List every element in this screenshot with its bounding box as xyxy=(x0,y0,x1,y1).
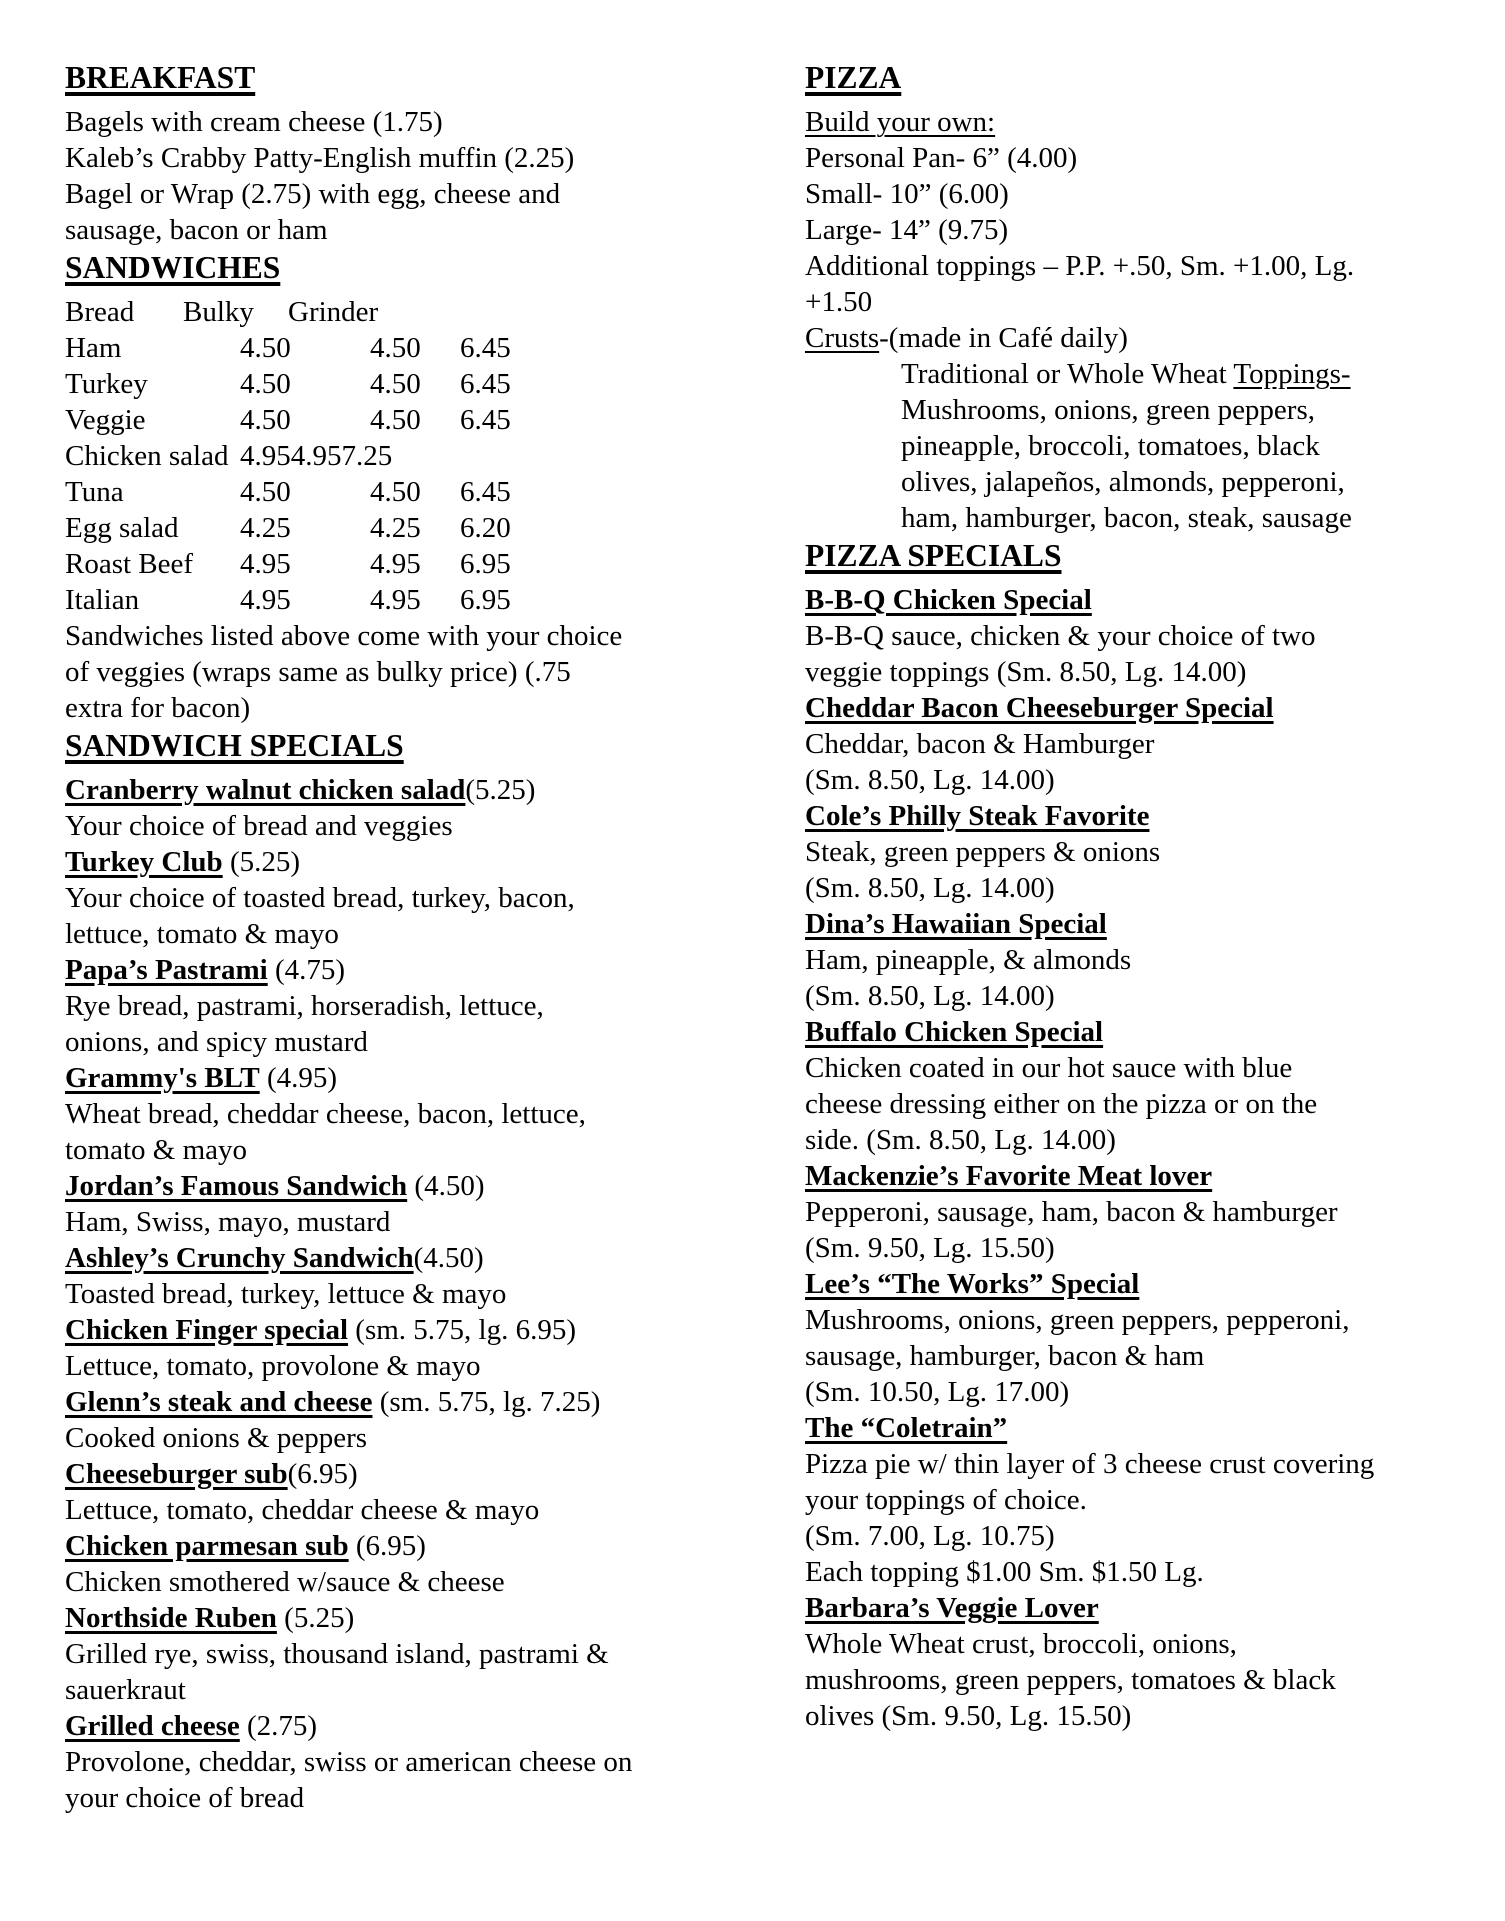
menu-item-line xyxy=(65,772,685,808)
menu-text: mushrooms, green peppers, tomatoes & black xyxy=(805,1664,1336,1696)
menu-text: (4.50) xyxy=(407,1170,485,1202)
price-value: 4.954.957.25 xyxy=(240,440,393,472)
menu-text: +1.50 xyxy=(805,286,873,318)
price-value: 4.50 xyxy=(240,404,291,436)
price-value: 4.95 xyxy=(370,548,421,580)
menu-item-line xyxy=(65,1456,685,1492)
menu-text: Pizza pie w/ thin layer of 3 cheese crust covering xyxy=(805,1448,1375,1480)
price-table-row xyxy=(65,438,685,474)
menu-text: lettuce, tomato & mayo xyxy=(65,918,339,950)
menu-item-name: Papa’s Pastrami xyxy=(65,954,268,986)
menu-text: Ham, pineapple, & almonds xyxy=(805,944,1132,976)
menu-item-name: Barbara’s Veggie Lover xyxy=(805,1592,1099,1624)
price-column-label: Grinder xyxy=(288,296,379,328)
menu-text-line xyxy=(65,1492,685,1528)
menu-text-line xyxy=(65,690,685,726)
menu-item-name: Cole’s Philly Steak Favorite xyxy=(805,800,1150,832)
menu-text-line xyxy=(805,870,1465,906)
price-value: 4.95 xyxy=(240,548,291,580)
toppings-line xyxy=(805,392,1465,428)
sandwich-name: Turkey xyxy=(65,368,148,400)
price-value: 6.95 xyxy=(460,548,511,580)
menu-item-line xyxy=(805,690,1465,726)
menu-item-line xyxy=(65,1528,685,1564)
price-table-row xyxy=(65,510,685,546)
price-value: 6.45 xyxy=(460,404,511,436)
underlined-label: Crusts xyxy=(805,322,880,354)
menu-text: ham, hamburger, bacon, steak, sausage xyxy=(901,502,1352,534)
menu-item-line xyxy=(805,1266,1465,1302)
menu-text: side. (Sm. 8.50, Lg. 14.00) xyxy=(805,1124,1116,1156)
menu-item-name: Lee’s “The Works” Special xyxy=(805,1268,1140,1300)
menu-text: Whole Wheat crust, broccoli, onions, xyxy=(805,1628,1237,1660)
menu-text: Mushrooms, onions, green peppers, xyxy=(901,394,1316,426)
toppings-line xyxy=(805,500,1465,536)
menu-text: Each topping $1.00 Sm. $1.50 Lg. xyxy=(805,1556,1204,1588)
menu-item-line xyxy=(65,1600,685,1636)
price-table-row xyxy=(65,366,685,402)
menu-text: Grilled rye, swiss, thousand island, pastrami & xyxy=(65,1638,609,1670)
menu-text: Rye bread, pastrami, horseradish, lettuce, xyxy=(65,990,544,1022)
menu-text: Pepperoni, sausage, ham, bacon & hamburger xyxy=(805,1196,1338,1228)
menu-text: (4.75) xyxy=(267,954,346,986)
menu-item-line xyxy=(65,1312,685,1348)
menu-item-name: The “Coletrain” xyxy=(805,1412,1008,1444)
menu-text: Your choice of bread and veggies xyxy=(65,810,453,842)
menu-text: Lettuce, tomato, cheddar cheese & mayo xyxy=(65,1494,540,1526)
price-table-row xyxy=(65,546,685,582)
menu-text-line xyxy=(65,1348,685,1384)
price-table-row xyxy=(65,402,685,438)
section-heading-row xyxy=(805,58,1465,104)
menu-item-name: Chicken parmesan sub xyxy=(65,1530,349,1562)
menu-item-name: Chicken Finger special xyxy=(65,1314,349,1346)
menu-text: Cooked onions & peppers xyxy=(65,1422,368,1454)
menu-item-name: Dina’s Hawaiian Special xyxy=(805,908,1107,940)
menu-item-line xyxy=(805,1014,1465,1050)
menu-text: (Sm. 7.00, Lg. 10.75) xyxy=(805,1520,1055,1552)
menu-item-name: Grilled cheese xyxy=(65,1710,240,1742)
menu-text-line xyxy=(65,988,685,1024)
price-column-label: Bread xyxy=(65,296,135,328)
menu-text: Small- 10” (6.00) xyxy=(805,178,1009,210)
menu-text: Additional toppings – P.P. +.50, Sm. +1.00, Lg. xyxy=(805,250,1355,282)
menu-text: (Sm. 10.50, Lg. 17.00) xyxy=(805,1376,1070,1408)
price-table-row xyxy=(65,474,685,510)
sandwich-name: Chicken salad xyxy=(65,440,229,472)
menu-text: (6.95) xyxy=(348,1530,426,1562)
menu-text-line xyxy=(805,978,1465,1014)
menu-text: Large- 14” (9.75) xyxy=(805,214,1009,246)
price-value: 6.45 xyxy=(460,332,511,364)
section-heading: SANDWICHES xyxy=(65,250,281,285)
menu-text: (4.50) xyxy=(413,1242,484,1274)
sandwich-name: Ham xyxy=(65,332,122,364)
price-value: 4.50 xyxy=(370,476,421,508)
menu-item-line xyxy=(805,798,1465,834)
menu-text: (sm. 5.75, lg. 7.25) xyxy=(372,1386,601,1418)
menu-text: Steak, green peppers & onions xyxy=(805,836,1161,868)
menu-text: sausage, bacon or ham xyxy=(65,214,328,246)
menu-text: (Sm. 8.50, Lg. 14.00) xyxy=(805,980,1055,1012)
section-heading: PIZZA xyxy=(805,60,902,95)
menu-text: onions, and spicy mustard xyxy=(65,1026,368,1058)
menu-text: (4.95) xyxy=(259,1062,338,1094)
menu-text-line xyxy=(65,140,685,176)
menu-text: cheese dressing either on the pizza or on the xyxy=(805,1088,1318,1120)
underlined-label: Build your own: xyxy=(805,106,996,138)
menu-text-line xyxy=(805,1374,1465,1410)
menu-text: sauerkraut xyxy=(65,1674,186,1706)
menu-text: (5.25) xyxy=(276,1602,355,1634)
menu-text-line xyxy=(65,1276,685,1312)
menu-text: Personal Pan- 6” (4.00) xyxy=(805,142,1078,174)
menu-text-line xyxy=(805,1122,1465,1158)
menu-text: B-B-Q sauce, chicken & your choice of two xyxy=(805,620,1316,652)
menu-text: Wheat bread, cheddar cheese, bacon, lettuce, xyxy=(65,1098,586,1130)
menu-text: (5.25) xyxy=(465,774,536,806)
menu-text-line xyxy=(805,1050,1465,1086)
price-value: 6.45 xyxy=(460,368,511,400)
menu-text-line xyxy=(805,654,1465,690)
menu-text: olives (Sm. 9.50, Lg. 15.50) xyxy=(805,1700,1132,1732)
menu-text-line xyxy=(805,1626,1465,1662)
menu-text: Your choice of toasted bread, turkey, bacon, xyxy=(65,882,575,914)
price-value: 4.25 xyxy=(240,512,291,544)
sandwich-name: Egg salad xyxy=(65,512,179,544)
menu-text: sausage, hamburger, bacon & ham xyxy=(805,1340,1205,1372)
menu-text-line xyxy=(805,1698,1465,1734)
menu-text-line xyxy=(805,1230,1465,1266)
menu-text: veggie toppings (Sm. 8.50, Lg. 14.00) xyxy=(805,656,1247,688)
sandwich-name: Italian xyxy=(65,584,140,616)
price-value: 6.45 xyxy=(460,476,511,508)
menu-text: Bagels with cream cheese (1.75) xyxy=(65,106,443,138)
menu-text-line xyxy=(805,1302,1465,1338)
menu-item-name: Cranberry walnut chicken salad xyxy=(65,774,466,806)
menu-text-line xyxy=(65,176,685,212)
menu-text: Kaleb’s Crabby Patty-English muffin (2.25) xyxy=(65,142,575,174)
price-value: 6.20 xyxy=(460,512,511,544)
menu-text-line xyxy=(65,916,685,952)
price-value: 6.95 xyxy=(460,584,511,616)
menu-text-line xyxy=(65,808,685,844)
menu-item-line xyxy=(65,1240,685,1276)
menu-item-name: Turkey Club xyxy=(65,846,223,878)
price-value: 4.95 xyxy=(370,584,421,616)
menu-text-line xyxy=(65,1420,685,1456)
section-heading: SANDWICH SPECIALS xyxy=(65,728,404,763)
price-value: 4.50 xyxy=(240,368,291,400)
menu-text: Chicken coated in our hot sauce with blue xyxy=(805,1052,1293,1084)
section-heading-row xyxy=(65,726,685,772)
menu-text: -(made in Café daily) xyxy=(879,322,1128,354)
menu-text: of veggies (wraps same as bulky price) (.75 xyxy=(65,656,571,688)
menu-text: Toasted bread, turkey, lettuce & mayo xyxy=(65,1278,507,1310)
menu-item-name: Grammy's BLT xyxy=(65,1062,260,1094)
menu-text-line xyxy=(805,176,1465,212)
menu-item-line xyxy=(805,104,1465,140)
menu-item-line xyxy=(805,582,1465,618)
section-heading-row xyxy=(65,248,685,294)
price-value: 4.25 xyxy=(370,512,421,544)
toppings-line xyxy=(805,464,1465,500)
menu-text: (5.25) xyxy=(222,846,301,878)
menu-text: (sm. 5.75, lg. 6.95) xyxy=(348,1314,576,1346)
price-value: 4.50 xyxy=(240,332,291,364)
menu-item-line xyxy=(65,952,685,988)
menu-item-line xyxy=(805,1158,1465,1194)
menu-item-line xyxy=(65,1060,685,1096)
menu-text: Sandwiches listed above come with your choice xyxy=(65,620,623,652)
menu-text: (6.95) xyxy=(287,1458,358,1490)
menu-column-right xyxy=(805,58,1465,1734)
menu-item-line xyxy=(805,1590,1465,1626)
menu-text-line xyxy=(805,1554,1465,1590)
menu-text: olives, jalapeños, almonds, pepperoni, xyxy=(901,466,1345,498)
menu-text: Cheddar, bacon & Hamburger xyxy=(805,728,1155,760)
menu-column-left xyxy=(65,58,685,1816)
menu-text: (2.75) xyxy=(239,1710,318,1742)
menu-text-line xyxy=(65,1780,685,1816)
menu-item-name: Mackenzie’s Favorite Meat lover xyxy=(805,1160,1213,1192)
menu-item-name: Cheeseburger sub xyxy=(65,1458,288,1490)
price-table-row xyxy=(65,330,685,366)
menu-text: (Sm. 9.50, Lg. 15.50) xyxy=(805,1232,1055,1264)
menu-text: tomato & mayo xyxy=(65,1134,248,1166)
menu-text-line xyxy=(805,618,1465,654)
menu-item-name: Buffalo Chicken Special xyxy=(805,1016,1104,1048)
menu-item-line xyxy=(65,1168,685,1204)
menu-text: your toppings of choice. xyxy=(805,1484,1087,1516)
menu-text: Traditional or Whole Wheat xyxy=(901,358,1234,390)
menu-text-line xyxy=(805,1086,1465,1122)
menu-text: (Sm. 8.50, Lg. 14.00) xyxy=(805,872,1055,904)
toppings-line xyxy=(805,356,1465,392)
price-column-label: Bulky xyxy=(183,296,254,328)
menu-text: Bagel or Wrap (2.75) with egg, cheese and xyxy=(65,178,561,210)
menu-text-line xyxy=(805,762,1465,798)
menu-text-line xyxy=(805,284,1465,320)
toppings-line xyxy=(805,428,1465,464)
price-value: 4.50 xyxy=(370,404,421,436)
menu-item-line xyxy=(805,906,1465,942)
menu-text-line xyxy=(65,618,685,654)
menu-text-line xyxy=(65,1024,685,1060)
section-heading: PIZZA SPECIALS xyxy=(805,538,1062,573)
menu-text-line xyxy=(805,248,1465,284)
menu-item-name: B-B-Q Chicken Special xyxy=(805,584,1092,616)
menu-text-line xyxy=(65,654,685,690)
menu-text-line xyxy=(805,726,1465,762)
sandwich-name: Tuna xyxy=(65,476,124,508)
menu-text-line xyxy=(65,1672,685,1708)
price-value: 4.50 xyxy=(370,332,421,364)
menu-text: extra for bacon) xyxy=(65,692,251,724)
price-value: 4.95 xyxy=(240,584,291,616)
price-value: 4.50 xyxy=(240,476,291,508)
menu-item-line xyxy=(805,1410,1465,1446)
menu-text-line xyxy=(805,1194,1465,1230)
menu-text: Ham, Swiss, mayo, mustard xyxy=(65,1206,391,1238)
menu-item-name: Cheddar Bacon Cheeseburger Special xyxy=(805,692,1274,724)
price-table-header xyxy=(65,294,685,330)
menu-text-line xyxy=(65,1636,685,1672)
menu-text-line xyxy=(805,1446,1465,1482)
menu-text-line xyxy=(65,1204,685,1240)
menu-text-line xyxy=(805,1482,1465,1518)
menu-text: your choice of bread xyxy=(65,1782,305,1814)
menu-text-line xyxy=(805,140,1465,176)
menu-text-line xyxy=(65,1096,685,1132)
sandwich-name: Veggie xyxy=(65,404,146,436)
menu-item-name: Northside Ruben xyxy=(65,1602,277,1634)
menu-text: Chicken smothered w/sauce & cheese xyxy=(65,1566,505,1598)
menu-item-name: Jordan’s Famous Sandwich xyxy=(65,1170,408,1202)
menu-text-line xyxy=(65,880,685,916)
price-table-row xyxy=(65,582,685,618)
menu-text: Mushrooms, onions, green peppers, pepperoni, xyxy=(805,1304,1350,1336)
menu-text-line xyxy=(805,1662,1465,1698)
underlined-label: Toppings- xyxy=(1233,358,1351,390)
menu-item-line xyxy=(65,844,685,880)
menu-item-name: Ashley’s Crunchy Sandwich xyxy=(65,1242,414,1274)
price-value: 4.50 xyxy=(370,368,421,400)
menu-item-line xyxy=(65,1708,685,1744)
menu-text: Provolone, cheddar, swiss or american cheese on xyxy=(65,1746,633,1778)
section-heading-row xyxy=(65,58,685,104)
section-heading: BREAKFAST xyxy=(65,60,256,95)
menu-text-line xyxy=(65,104,685,140)
menu-text-line xyxy=(805,1338,1465,1374)
section-heading-row xyxy=(805,536,1465,582)
menu-text-line xyxy=(65,212,685,248)
menu-item-line xyxy=(805,320,1465,356)
menu-text: Lettuce, tomato, provolone & mayo xyxy=(65,1350,481,1382)
menu-text-line xyxy=(805,1518,1465,1554)
menu-item-name: Glenn’s steak and cheese xyxy=(65,1386,373,1418)
menu-text-line xyxy=(65,1564,685,1600)
menu-text-line xyxy=(805,942,1465,978)
menu-text: (Sm. 8.50, Lg. 14.00) xyxy=(805,764,1055,796)
menu-text-line xyxy=(65,1132,685,1168)
menu-item-line xyxy=(65,1384,685,1420)
menu-text-line xyxy=(805,212,1465,248)
menu-text: pineapple, broccoli, tomatoes, black xyxy=(901,430,1320,462)
menu-text-line xyxy=(65,1744,685,1780)
menu-text-line xyxy=(805,834,1465,870)
sandwich-name: Roast Beef xyxy=(65,548,194,580)
